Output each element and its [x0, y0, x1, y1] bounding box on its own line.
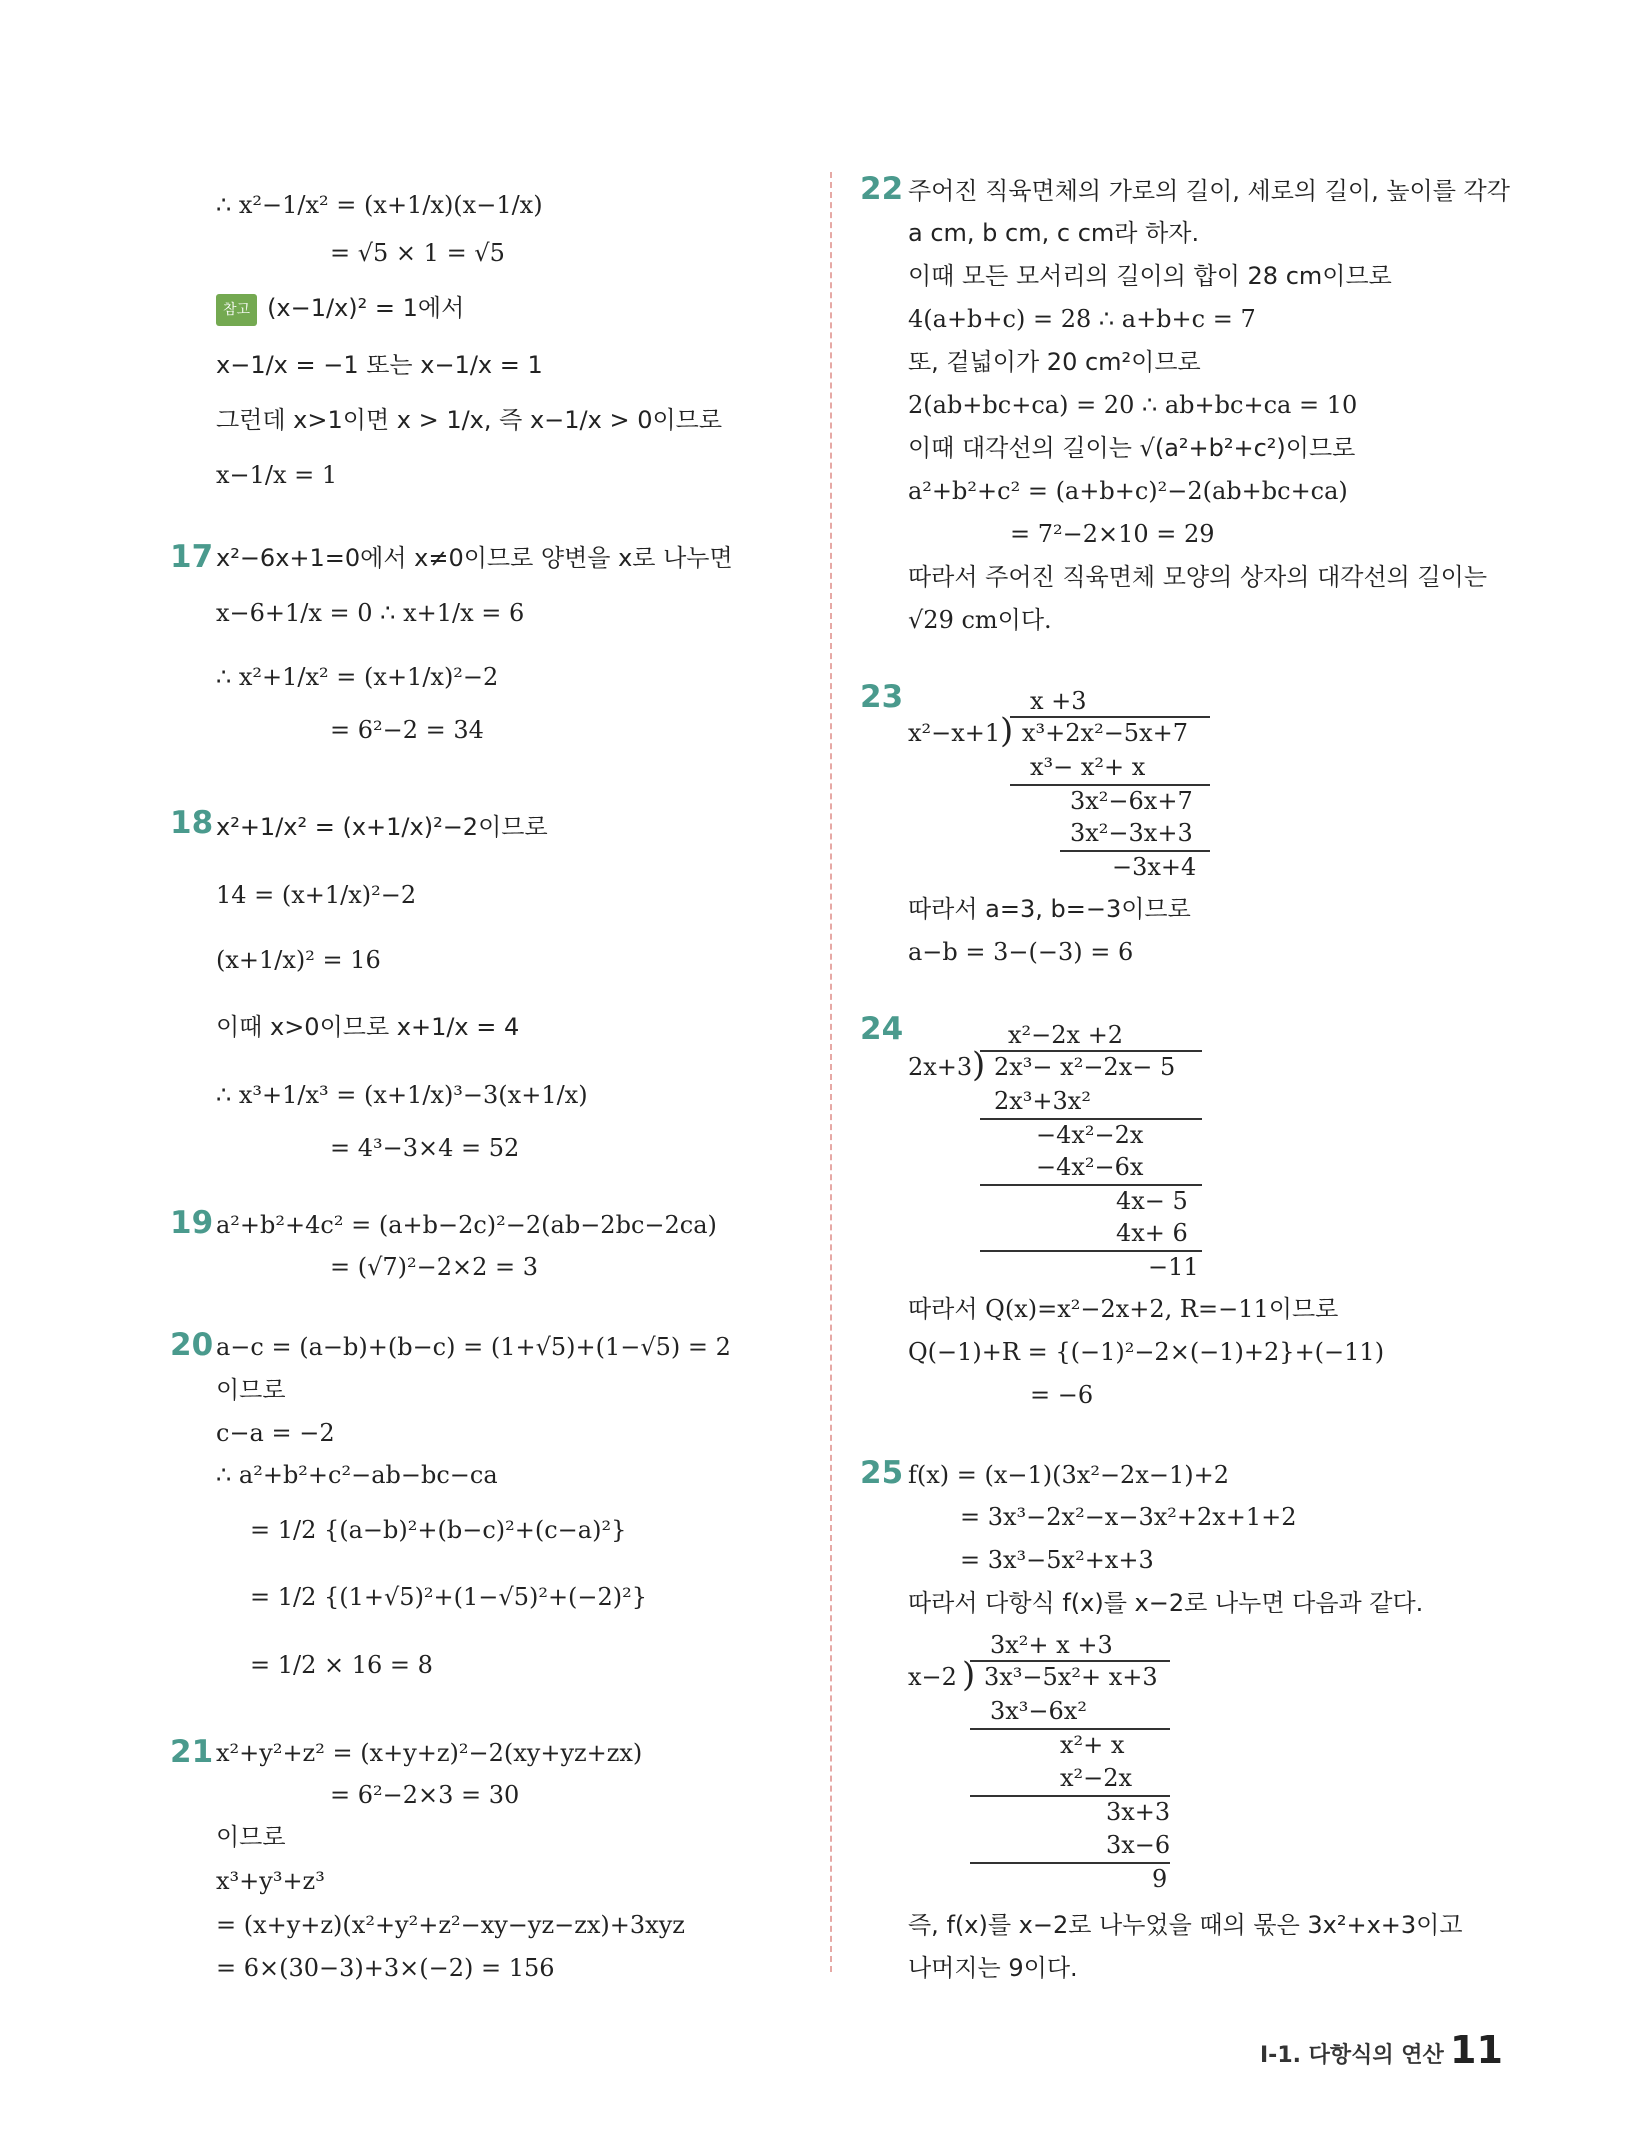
- p16-line-1: ∴ x²−1/x² = (x+1/x)(x−1/x): [216, 191, 543, 219]
- p17-line-1: x²−6x+1=0에서 x≠0이므로 양변을 x로 나누면: [216, 544, 733, 572]
- p22-line-9: = 7²−2×10 = 29: [1010, 520, 1215, 548]
- p20-line-4: ∴ a²+b²+c²−ab−bc−ca: [216, 1461, 498, 1489]
- p22-line-1: 주어진 직육면체의 가로의 길이, 세로의 길이, 높이를 각각: [908, 177, 1510, 205]
- p24-step-3: −4x²−6x: [1036, 1153, 1144, 1181]
- p25-line-4: 따라서 다항식 f(x)를 x−2로 나누면 다음과 같다.: [908, 1589, 1424, 1617]
- p24-division-bracket: ): [972, 1045, 986, 1085]
- p22-line-11: √29 cm이다.: [908, 606, 1052, 634]
- p25-step-4: 3x+3: [1106, 1798, 1171, 1826]
- p17-line-4: = 6²−2 = 34: [330, 716, 484, 744]
- p23-step-3: 3x²−3x+3: [1070, 819, 1193, 847]
- p18-line-3: (x+1/x)² = 16: [216, 946, 381, 974]
- p23-line-2: a−b = 3−(−3) = 6: [908, 938, 1134, 966]
- p22-line-8: a²+b²+c² = (a+b+c)²−2(ab+bc+ca): [908, 477, 1348, 505]
- p23-step-1: x³− x²+ x: [1030, 753, 1146, 781]
- problem-17-number: 17: [170, 539, 214, 575]
- page-footer: [1260, 2028, 1560, 2078]
- p25-dividend: 3x³−5x²+ x+3: [984, 1663, 1158, 1691]
- p21-line-3: 이므로: [216, 1823, 286, 1851]
- p23-step-2: 3x²−6x+7: [1070, 787, 1193, 815]
- p22-line-6: 2(ab+bc+ca) = 20 ∴ ab+bc+ca = 10: [908, 391, 1358, 419]
- p17-line-3: ∴ x²+1/x² = (x+1/x)²−2: [216, 663, 499, 691]
- p20-line-1: a−c = (a−b)+(b−c) = (1+√5)+(1−√5) = 2: [216, 1333, 731, 1361]
- p23-dividend: x³+2x²−5x+7: [1022, 719, 1188, 747]
- problem-21-number: 21: [170, 1734, 214, 1770]
- p25-step-6: 9: [1152, 1865, 1168, 1893]
- p18-line-6: = 4³−3×4 = 52: [330, 1134, 520, 1162]
- p24-step-1: 2x³+3x²: [994, 1087, 1091, 1115]
- p17-line-2: x−6+1/x = 0 ∴ x+1/x = 6: [216, 599, 525, 627]
- p21-line-1: x²+y²+z² = (x+y+z)²−2(xy+yz+zx): [216, 1739, 643, 1767]
- p23-divisor: x²−x+1: [908, 719, 1001, 747]
- p22-line-4: 4(a+b+c) = 28 ∴ a+b+c = 7: [908, 305, 1256, 333]
- note-tag: 참고: [216, 294, 257, 326]
- p25-step-3: x²−2x: [1060, 1764, 1133, 1792]
- p22-line-3: 이때 모든 모서리의 길이의 합이 28 cm이므로: [908, 262, 1392, 290]
- p23-division-bracket: ): [1000, 711, 1014, 751]
- p24-divisor: 2x+3: [908, 1053, 973, 1081]
- p24-step-6: −11: [1148, 1253, 1199, 1281]
- problem-18-number: 18: [170, 805, 214, 841]
- p25-step-1: 3x³−6x²: [990, 1697, 1087, 1725]
- p23-line-1: 따라서 a=3, b=−3이므로: [908, 895, 1191, 923]
- p24-line-1: 따라서 Q(x)=x²−2x+2, R=−11이므로: [908, 1295, 1339, 1323]
- p24-line-2: Q(−1)+R = {(−1)²−2×(−1)+2}+(−11): [908, 1338, 1385, 1366]
- p20-line-2: 이므로: [216, 1376, 286, 1404]
- p25-divisor: x−2: [908, 1663, 957, 1691]
- p25-step-5: 3x−6: [1106, 1831, 1171, 1859]
- p25-quotient: 3x²+ x +3: [990, 1631, 1113, 1659]
- problem-24-number: 24: [860, 1011, 904, 1047]
- p24-quotient: x²−2x +2: [1008, 1021, 1124, 1049]
- p22-line-7: 이때 대각선의 길이는 √(a²+b²+c²)이므로: [908, 434, 1356, 462]
- p20-line-7: = 1/2 × 16 = 8: [250, 1651, 433, 1679]
- p16-line-3: (x−1/x)² = 1에서: [267, 294, 465, 322]
- p18-line-4: 이때 x>0이므로 x+1/x = 4: [216, 1013, 520, 1041]
- column-divider: [830, 172, 832, 1972]
- p16-line-4: x−1/x = −1 또는 x−1/x = 1: [216, 351, 543, 379]
- p24-step-2: −4x²−2x: [1036, 1121, 1144, 1149]
- p21-line-4: x³+y³+z³: [216, 1867, 325, 1895]
- problem-19-number: 19: [170, 1205, 214, 1241]
- p24-line-3: = −6: [1030, 1381, 1094, 1409]
- p25-line-3: = 3x³−5x²+x+3: [960, 1546, 1154, 1574]
- p18-line-1: x²+1/x² = (x+1/x)²−2이므로: [216, 813, 548, 841]
- p21-line-2: = 6²−2×3 = 30: [330, 1781, 520, 1809]
- footer-section-title: Ⅰ-1. 다항식의 연산: [1260, 2043, 1444, 2068]
- p24-dividend: 2x³− x²−2x− 5: [994, 1053, 1176, 1081]
- p25-line-5: 즉, f(x)를 x−2로 나누었을 때의 몫은 3x²+x+3이고: [908, 1911, 1463, 1939]
- problem-23-number: 23: [860, 679, 904, 715]
- p23-quotient: x +3: [1030, 687, 1087, 715]
- p16-line-5: 그런데 x>1이면 x > 1/x, 즉 x−1/x > 0이므로: [216, 406, 723, 434]
- p20-line-6: = 1/2 {(1+√5)²+(1−√5)²+(−2)²}: [250, 1583, 648, 1611]
- p25-line-1: f(x) = (x−1)(3x²−2x−1)+2: [908, 1461, 1229, 1489]
- p18-line-2: 14 = (x+1/x)²−2: [216, 881, 417, 909]
- p24-step-5: 4x+ 6: [1116, 1219, 1188, 1247]
- p25-rule-3: [970, 1862, 1170, 1864]
- p23-step-4: −3x+4: [1112, 853, 1197, 881]
- p20-line-5: = 1/2 {(a−b)²+(b−c)²+(c−a)²}: [250, 1516, 627, 1544]
- p20-line-3: c−a = −2: [216, 1419, 335, 1447]
- p22-line-2: a cm, b cm, c cm라 하자.: [908, 219, 1200, 247]
- p21-line-5: = (x+y+z)(x²+y²+z²−xy−yz−zx)+3xyz: [216, 1911, 685, 1939]
- p25-line-6: 나머지는 9이다.: [908, 1954, 1078, 1982]
- p16-line-2: = √5 × 1 = √5: [330, 239, 505, 267]
- p19-line-1: a²+b²+4c² = (a+b−2c)²−2(ab−2bc−2ca): [216, 1211, 717, 1239]
- p21-line-6: = 6×(30−3)+3×(−2) = 156: [216, 1954, 555, 1982]
- p25-division-bracket: ): [962, 1655, 976, 1695]
- p18-line-5: ∴ x³+1/x³ = (x+1/x)³−3(x+1/x): [216, 1081, 588, 1109]
- p16-note: [216, 293, 464, 326]
- p22-line-5: 또, 겉넓이가 20 cm²이므로: [908, 348, 1201, 376]
- p24-step-4: 4x− 5: [1116, 1187, 1188, 1215]
- problem-22-number: 22: [860, 171, 904, 207]
- p19-line-2: = (√7)²−2×2 = 3: [330, 1253, 539, 1281]
- problem-25-number: 25: [860, 1455, 904, 1491]
- page-number: 11: [1450, 2028, 1503, 2072]
- p25-line-2: = 3x³−2x²−x−3x²+2x+1+2: [960, 1503, 1297, 1531]
- p16-line-6: x−1/x = 1: [216, 461, 338, 489]
- problem-20-number: 20: [170, 1327, 214, 1363]
- p25-step-2: x²+ x: [1060, 1731, 1125, 1759]
- p22-line-10: 따라서 주어진 직육면체 모양의 상자의 대각선의 길이는: [908, 563, 1488, 591]
